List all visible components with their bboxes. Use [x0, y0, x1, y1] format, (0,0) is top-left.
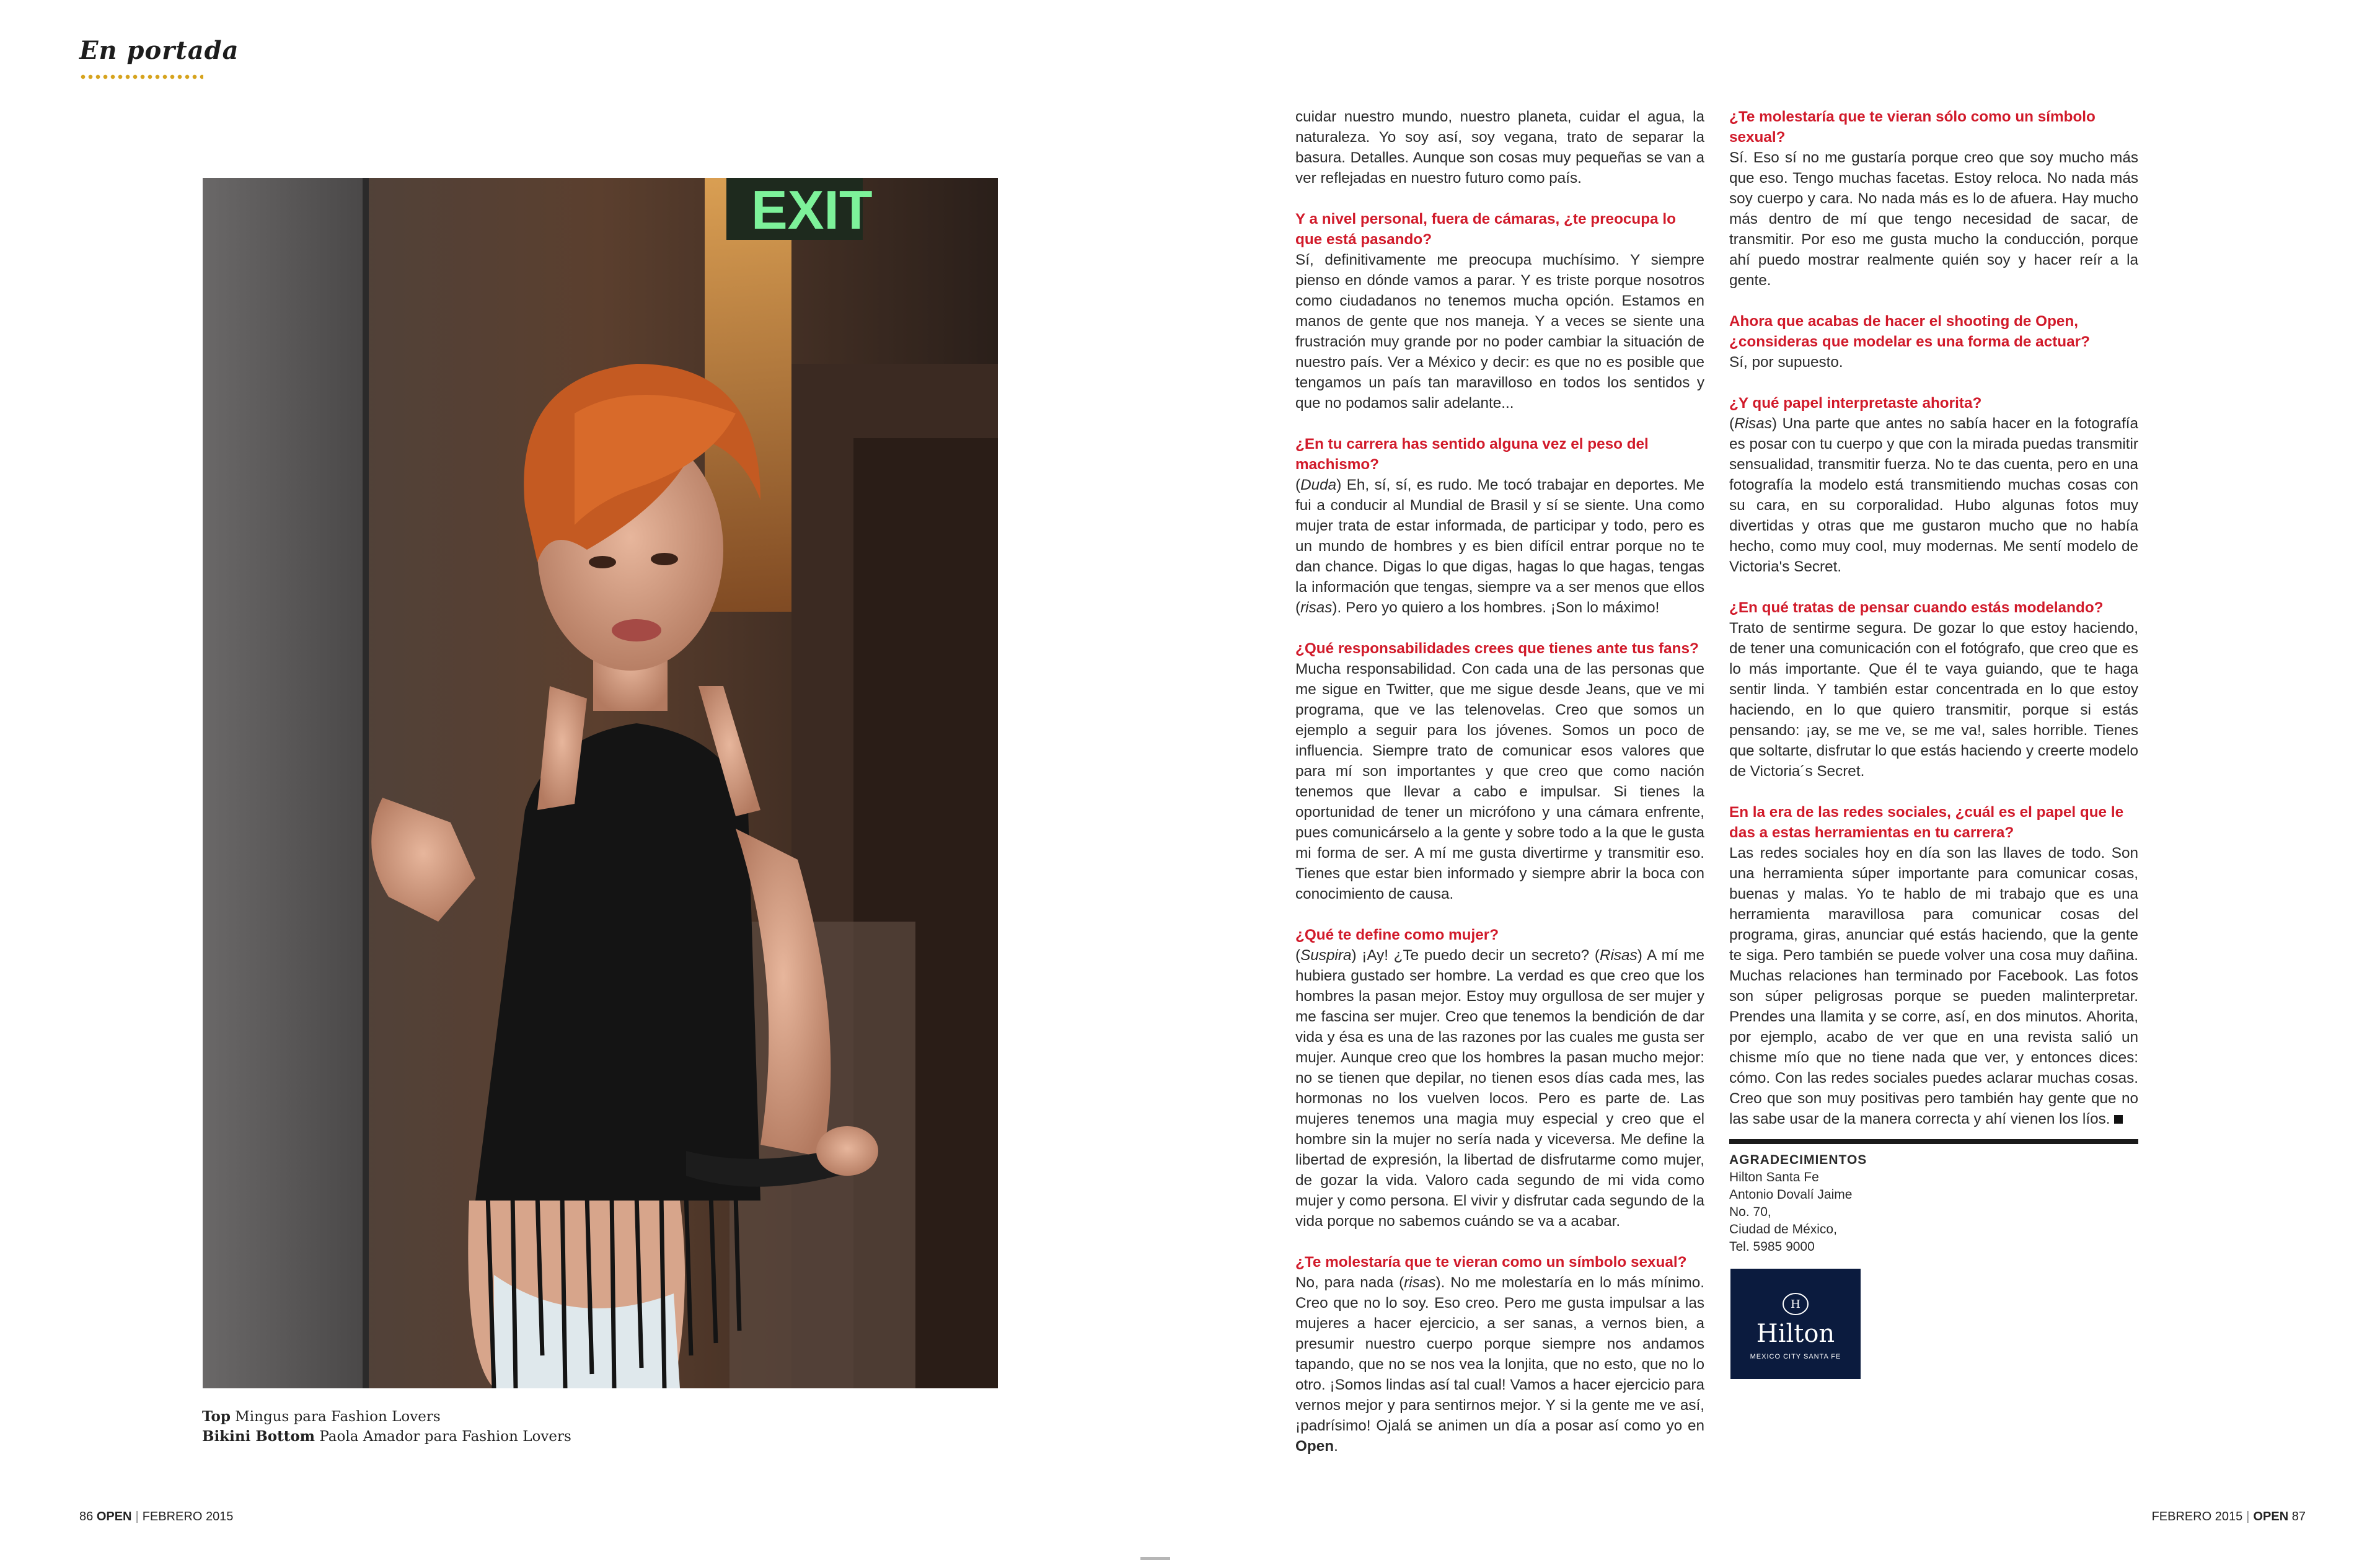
stage-direction: Suspira	[1300, 947, 1352, 964]
end-mark-icon	[2114, 1115, 2123, 1124]
credit-row	[202, 1407, 571, 1427]
acknowledgements	[1729, 1152, 1867, 1256]
acknowledgement-line: No. 70,	[1729, 1205, 1771, 1219]
stage-direction: Risas	[1599, 947, 1637, 964]
qa-block	[1729, 311, 2138, 372]
answer: (Duda) Eh, sí, sí, es rudo. Me tocó trabajar en deportes. Me fui a conducir al Mundial de Brasil y sí se siente. Una como mujer trata de estar informada, de participar y todo, pero es un mundo de hombres y es bien difícil entrar porque no te dan chance. Digas lo que digas, hagas lo que hagas, tengas la información que tengas, siempre va a ser menos que ellos (risas). Pero yo quiero a los hombres. ¡Son lo máximo!	[1295, 477, 1704, 616]
answer: (Suspira) ¡Ay! ¿Te puedo decir un secreto? (Risas) A mí me hubiera gustado ser hombre. La verdad es que creo que los hombres la pasan mejor. Estoy muy orgullosa de ser mujer y me fascina ser mujer. Creo que tenemos la bendición de dar vida y ésa es una de las razones por las cuales me gusta ser mujer. Aunque creo que los hombres la pasan mucho mejor: no se tienen que depilar, no tienen esos días cada mes, las hormonas no los vuelven locos. Pero es parte de. Las mujeres tenemos una magia muy especial y creo que el hombre sin la mujer no sería nada y viceversa. Me define la libertad de expresión, la libertad de disfrutarme como mujer, de gozar la vida. Valoro cada segundo de mi vida como mujer y como persona. El vivir y disfrutar cada segundo de la vida porque no sabemos cuándo se va a acabar.	[1295, 947, 1705, 1230]
answer: Mucha responsabilidad. Con cada una de las personas que me sigue en Twitter, que me sigue desde Jeans, que ve mi programa, que ve las telenovelas. Creo que somos un ejemplo a seguir para los jóvenes. Somos un poco de influencia. Siempre trato de comunicar esos valores que para mí son importantes y que creo que como nación tenemos que llevar a cabo e impulsar. Si tienes la oportunidad de tener un micrófono y una cámara enfrente, pues comunicárselo a la gente y sobre todo a la que le gusta mi forma de ser. A mí me gusta divertirme y transmitir eso. Tienes que estar bien informado y siempre abrir la boca con conocimiento de causa.	[1295, 661, 1704, 902]
credit-item: Top	[202, 1408, 231, 1425]
magazine-name: OPEN	[96, 1510, 132, 1523]
question: ¿En qué tratas de pensar cuando estás modelando?	[1729, 599, 2104, 616]
stage-direction: risas	[1404, 1274, 1436, 1291]
answer: Trato de sentirme segura. De gozar lo que estoy haciendo, de tener una comunicación con el fotógrafo, que creo que es lo más importante. Que él te vaya guiando, que te haga sentir linda. Y también estar concentrada en lo que estoy haciendo, en lo que quiero transmitir, porque si estás pensando: ¡ay, se me ve, se me va!, sales horrible. Tienes que soltarte, disfrutar lo que estás haciendo y creerte modelo de Victoria´s Secret.	[1729, 620, 2138, 780]
stage-direction: Risas	[1734, 415, 1772, 432]
article-column-2	[1729, 107, 2138, 1150]
question: ¿Qué responsabilidades crees que tienes ante tus fans?	[1295, 640, 1699, 657]
qa-block	[1295, 638, 1704, 904]
answer: Las redes sociales hoy en día son las llaves de todo. Son una herramienta súper importante para comunicar cosas, buenas y malas. Yo te hablo de mi trabajo que es una herramienta maravillosa para comunicar cosas del programa, giras, anunciar qué estás haciendo, que la gente te siga. Pero también se puede volver una cosa muy dañina. Muchas relaciones han terminado por Facebook. Las fotos son súper peligrosas porque se pueden malinterpretar. Prendes una llamita y se corre, así, en dos minutos. Ahorita, por ejemplo, acabo de ver que en una revista salió un chisme mío que no tiene nada que ver, y entonces dices: cómo. Con las redes sociales puedes aclarar muchas cosas. Creo que son muy positivas pero también hay gente que no las sabe usar de la manera correcta y ahí vienen los líos.	[1729, 845, 2138, 1127]
svg-text:H: H	[1791, 1298, 1800, 1311]
qa-block	[1729, 393, 2138, 577]
page-number: 86	[79, 1510, 94, 1523]
qa-block	[1729, 802, 2138, 1129]
article-column-1	[1295, 107, 1704, 1477]
qa-block	[1295, 209, 1704, 413]
acknowledgement-line: Hilton Santa Fe	[1729, 1170, 1819, 1184]
question: ¿Te molestaría que te vieran como un símbolo sexual?	[1295, 1254, 1687, 1271]
folio-separator: |	[2246, 1510, 2250, 1523]
hilton-wordmark: Hilton	[1756, 1320, 1835, 1348]
photo-credits	[202, 1407, 571, 1447]
dotted-rule	[79, 74, 203, 79]
question: ¿Y qué papel interpretaste ahorita?	[1729, 395, 1982, 412]
question: ¿En tu carrera has sentido alguna vez el peso del machismo?	[1295, 436, 1649, 473]
acknowledgements-heading: AGRADECIMIENTOS	[1729, 1153, 1867, 1167]
answer: Sí, definitivamente me preocupa muchísimo. Y siempre pienso en dónde vamos a parar. Y es triste porque nosotros como ciudadanos no tenemos mucha opción. Estamos en manos de gente que nos maneja. Y a veces se siente una frustración muy grande por no poder cambiar la situación de nuestro país. Ver a México y decir: es que no es posible que tengamos un país tan maravilloso en todos los sentidos y que no podamos salir adelante...	[1295, 252, 1704, 412]
magazine-brand: Open	[1295, 1438, 1334, 1455]
credit-detail: Paola Amador para Fashion Lovers	[319, 1429, 571, 1445]
qa-block	[1729, 107, 2138, 291]
magazine-name: OPEN	[2253, 1510, 2289, 1523]
qa-block	[1295, 434, 1704, 618]
hilton-seal-icon	[1782, 1292, 1809, 1316]
acknowledgement-line: Tel. 5985 9000	[1729, 1240, 1815, 1254]
section-tag: En portada	[79, 36, 239, 65]
issue-date: FEBRERO 2015	[142, 1510, 234, 1523]
answer: Sí. Eso sí no me gustaría porque creo que soy mucho más que eso. Tengo muchas facetas. Estoy reloca. No nada más soy cuerpo y cara. No nada más es lo de afuera. Hay mucho más dentro de mí que tengo necesidad de sacar, de transmitir. Por eso me gusta mucho la conducción, porque ahí puedo mostrar realmente quién soy y hacer reír a la gente.	[1729, 149, 2138, 289]
credit-item: Bikini Bottom	[202, 1428, 315, 1445]
issue-date: FEBRERO 2015	[2151, 1510, 2243, 1523]
answer: (Risas) Una parte que antes no sabía hacer en la fotografía es posar con tu cuerpo y que con la mirada puedas transmitir sensualidad, transmitir fuerza. No te das cuenta, pero en una fotografía la modelo está transmitiendo muchas cosas con su cara, en su corporalidad. Hubo algunas fotos muy divertidas y otras que me gustaron mucho que no había hecho, como muy cool, muy modernas. Me sentí modelo de Victoria's Secret.	[1729, 415, 2138, 575]
credit-detail: Mingus para Fashion Lovers	[235, 1409, 441, 1425]
folio-right	[2152, 1510, 2306, 1524]
page-number: 87	[2291, 1510, 2306, 1523]
question: En la era de las redes sociales, ¿cuál es el papel que le das a estas herramientas en tu carrera?	[1729, 804, 2124, 841]
qa-block	[1729, 597, 2138, 782]
paragraph: cuidar nuestro mundo, nuestro planeta, cuidar el agua, la naturaleza. Yo soy así, soy vegana, trato de separar la basura. Detalles. Aunque son cosas muy pequeñas se van a ver reflejadas en nuestro futuro como país.	[1295, 108, 1704, 187]
acknowledgement-line: Ciudad de México,	[1729, 1222, 1837, 1236]
qa-block	[1295, 1252, 1704, 1456]
stage-direction: Duda	[1300, 477, 1337, 493]
acknowledgement-line: Antonio Dovalí Jaime	[1729, 1188, 1853, 1202]
question: Y a nivel personal, fuera de cámaras, ¿te preocupa lo que está pasando?	[1295, 211, 1676, 248]
qa-block	[1295, 925, 1704, 1232]
answer: Sí, por supuesto.	[1729, 354, 1843, 371]
hilton-logo	[1730, 1269, 1861, 1379]
folio-separator: |	[135, 1510, 139, 1523]
question: ¿Te molestaría que te vieran sólo como un símbolo sexual?	[1729, 108, 2096, 146]
magazine-brand: Open	[2035, 313, 2074, 330]
stage-direction: risas	[1300, 599, 1333, 616]
photo-illustration	[203, 178, 998, 1388]
question: ¿Qué te define como mujer?	[1295, 927, 1499, 943]
exit-sign-text: EXIT	[751, 179, 873, 240]
credit-row	[202, 1427, 571, 1447]
answer: No, para nada (risas). No me molestaría en lo más mínimo. Creo que no lo soy. Eso creo. Pero me gusta impulsar a las mujeres a hacer ejercicio, a ser sanas, a vernos bien, a presumir nuestro cuerpo porque siempre nos andamos tapando, que no se nos vea la lonjita, que no esto, que no lo otro. ¡Somos lindas así tal cual! Vamos a hacer ejercicio para vernos mejor y para sentirnos mejor. Y si la gente me ve así, ¡padrísimo! Ojalá se animen un día a posar así como yo en Open.	[1295, 1274, 1704, 1455]
gutter-mark	[1140, 1557, 1170, 1560]
hilton-location: MEXICO CITY SANTA FE	[1750, 1353, 1841, 1360]
cover-photo	[203, 178, 998, 1388]
acknowledgements-rule	[1729, 1139, 2138, 1144]
folio-left	[79, 1510, 233, 1524]
question: Ahora que acabas de hacer el shooting de Open, ¿consideras que modelar es una forma de actuar?	[1729, 313, 2090, 350]
